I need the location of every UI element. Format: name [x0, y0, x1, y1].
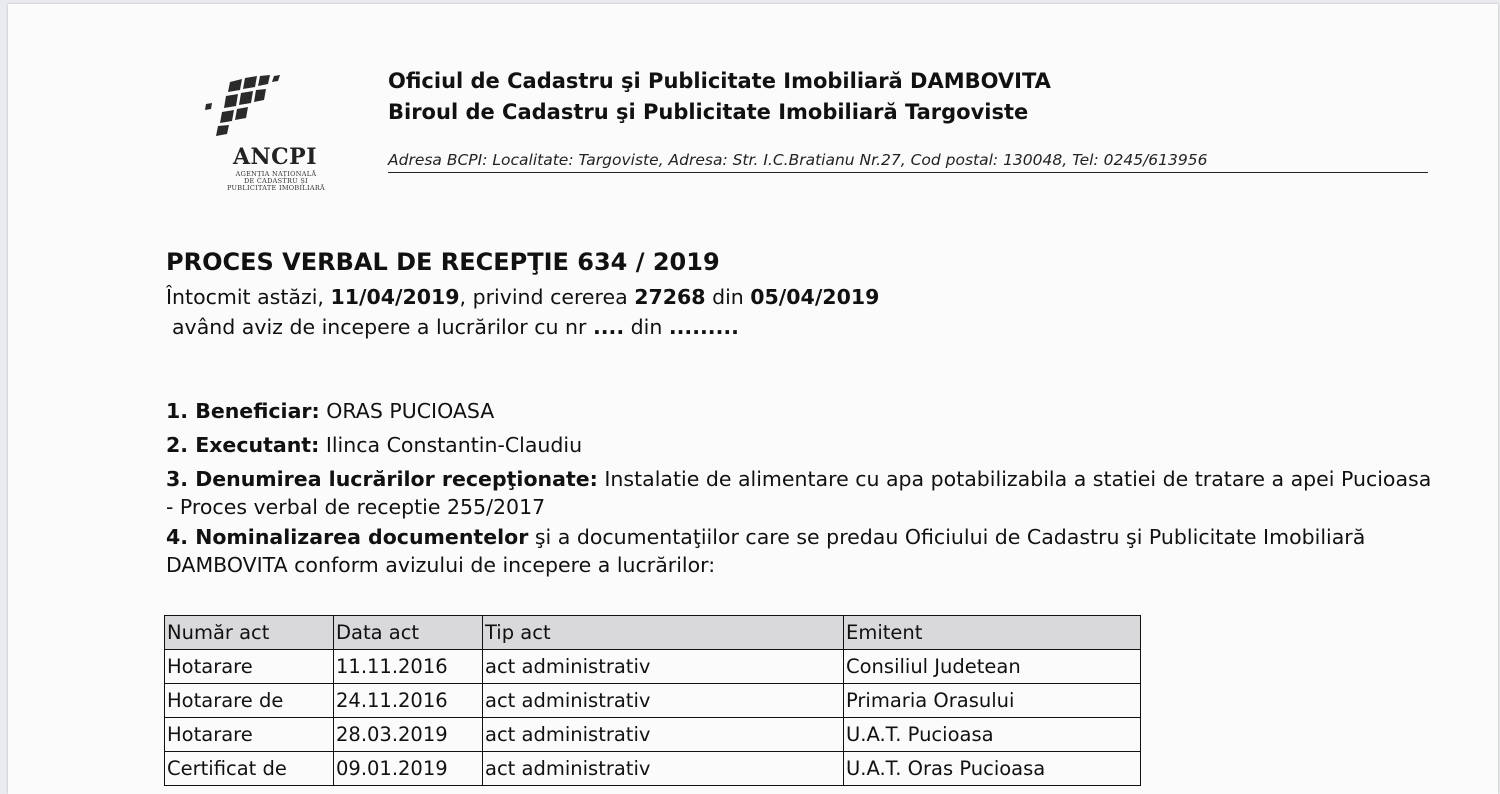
- logo-subtitle-line: AGENȚIA NAȚIONALĂ: [235, 170, 317, 178]
- table-cell: act administrativ: [483, 650, 844, 684]
- office-address: Adresa BCPI: Localitate: Targoviste, Adresa: Str. I.C.Bratianu Nr.27, Cod postal: 130048, Tel: 0245/613956: [388, 150, 1428, 173]
- item-label: 3. Denumirea lucrărilor recepţionate:: [166, 467, 598, 491]
- document-intro: [166, 282, 879, 342]
- item-value: ORAS PUCIOASA: [319, 399, 495, 423]
- table-row: [165, 718, 1141, 752]
- table-cell: Primaria Orasului: [844, 684, 1141, 718]
- item-documents: [166, 523, 1436, 579]
- intro-line-1: [166, 282, 879, 312]
- request-date: 05/04/2019: [750, 285, 880, 309]
- table-cell: act administrativ: [483, 752, 844, 786]
- table-cell: act administrativ: [483, 718, 844, 752]
- intro-text: din: [624, 315, 669, 339]
- logo-subtitle-line: PUBLICITATE IMOBILIARĂ: [226, 184, 326, 192]
- table-header-row: [165, 616, 1141, 650]
- table-row: [165, 650, 1141, 684]
- item-value: Ilinca Constantin-Claudiu: [319, 433, 583, 457]
- ancpi-emblem-icon: [198, 74, 298, 149]
- item-label: 1. Beneficiar:: [166, 399, 320, 423]
- document-page: [8, 4, 1498, 794]
- table-cell: Certificat de: [165, 752, 334, 786]
- item-value: Instalatie de alimentare cu apa potabilizabila a statiei de tratare a apei Pucioasa - Proces verbal de receptie 255/2017: [166, 467, 1432, 519]
- logo-subtitle-line: DE CADASTRU ȘI: [243, 177, 309, 185]
- table-cell: Hotarare: [165, 650, 334, 684]
- office-name: Oficiul de Cadastru şi Publicitate Imobiliară DAMBOVITA: [388, 69, 1051, 93]
- logo-subtitle: [214, 171, 338, 192]
- intro-text: având aviz de incepere a lucrărilor cu nr: [172, 315, 593, 339]
- bureau-name: Biroul de Cadastru şi Publicitate Imobiliară Targoviste: [388, 100, 1029, 124]
- item-works-name: [166, 465, 1436, 521]
- issue-date: 11/04/2019: [330, 285, 460, 309]
- column-header: Tip act: [483, 616, 844, 650]
- logo-name: ANCPI: [232, 144, 318, 170]
- table-cell: U.A.T. Oras Pucioasa: [844, 752, 1141, 786]
- document-items: [166, 397, 1436, 585]
- request-number: 27268: [634, 285, 706, 309]
- column-header: Emitent: [844, 616, 1141, 650]
- intro-text: Întocmit astăzi,: [166, 285, 331, 309]
- table-cell: Hotarare de: [165, 684, 334, 718]
- table-cell: 24.11.2016: [334, 684, 483, 718]
- aviz-number: ....: [592, 315, 625, 339]
- table-cell: U.A.T. Pucioasa: [844, 718, 1141, 752]
- column-header: Data act: [334, 616, 483, 650]
- ancpi-logo: [198, 74, 358, 204]
- office-heading: [388, 66, 1051, 128]
- item-label: 2. Executant:: [166, 433, 320, 457]
- intro-text: , privind cererea: [459, 285, 635, 309]
- table-row: [165, 684, 1141, 718]
- table-cell: Hotarare: [165, 718, 334, 752]
- document-title: PROCES VERBAL DE RECEPŢIE 634 / 2019: [166, 248, 720, 276]
- table-cell: 09.01.2019: [334, 752, 483, 786]
- intro-line-2: [166, 312, 879, 342]
- item-executant: [166, 431, 1436, 459]
- item-beneficiary: [166, 397, 1436, 425]
- table-row: [165, 752, 1141, 786]
- column-header: Număr act: [165, 616, 334, 650]
- item-label: 4. Nominalizarea documentelor: [166, 525, 529, 549]
- table-cell: act administrativ: [483, 684, 844, 718]
- documents-table: [164, 615, 1141, 786]
- table-cell: Consiliul Judetean: [844, 650, 1141, 684]
- intro-text: din: [705, 285, 751, 309]
- aviz-date: .........: [668, 315, 739, 339]
- item-value: şi a documentaţiilor care se predau Oficiului de Cadastru şi Publicitate Imobiliară DAMBOVITA conform avizului de incepere a lucrărilor:: [166, 525, 1366, 577]
- table-cell: 28.03.2019: [334, 718, 483, 752]
- table-cell: 11.11.2016: [334, 650, 483, 684]
